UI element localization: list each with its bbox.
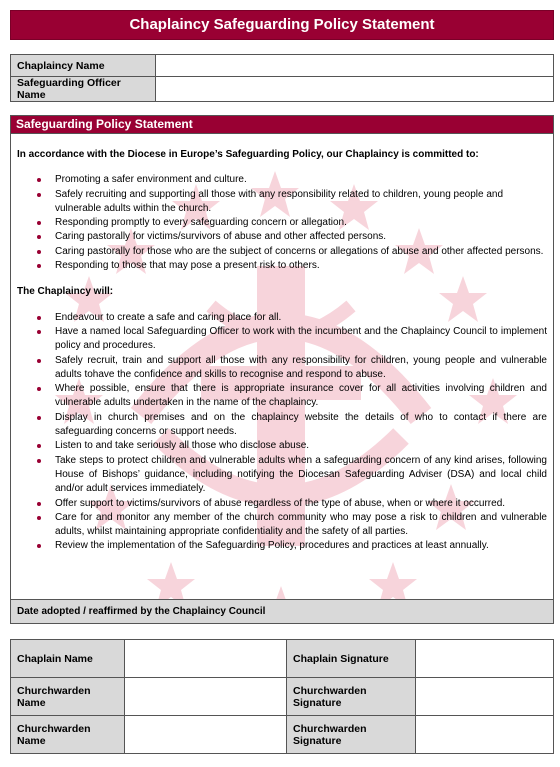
chaplaincy-name-row	[11, 55, 554, 77]
list-item: Care for and monitor any member of the church community who may pose a risk to children and vulnerable adults, whilst maintaining appropriate confidentiality and the safety of all parties.	[17, 511, 547, 540]
bullet-icon	[37, 235, 41, 239]
chaplaincy-will-list	[17, 311, 547, 554]
list-item: Promoting a safer environment and culture.	[17, 173, 547, 187]
list-item: Offer support to victims/survivors of abuse regardless of the type of abuse, when or where it occurred.	[17, 497, 547, 511]
table-row	[11, 716, 554, 754]
bullet-icon	[37, 502, 41, 506]
policy-statement-box	[10, 115, 554, 624]
churchwarden-name-field[interactable]	[125, 678, 287, 716]
commitments-list	[17, 173, 547, 273]
bullet-icon	[37, 359, 41, 363]
page-title: Chaplaincy Safeguarding Policy Statement	[10, 10, 554, 40]
list-item: Listen to and take seriously all those who disclose abuse.	[17, 439, 547, 453]
list-item: Safely recruit, train and support all those with any responsibility for children, young people and vulnerable adults tohave the confidence and skills to recognise and respond to abuse.	[17, 354, 547, 383]
bullet-icon	[37, 264, 41, 268]
list-item: Endeavour to create a safe and caring place for all.	[17, 311, 547, 325]
churchwarden-name-label: Churchwarden Name	[11, 678, 125, 716]
list-item: Responding to those that may pose a present risk to others.	[17, 259, 547, 273]
bullet-icon	[37, 250, 41, 254]
list-item: Responding promptly to every safeguarding concern or allegation.	[17, 216, 547, 230]
bullet-icon	[37, 516, 41, 520]
chaplain-name-label: Chaplain Name	[11, 640, 125, 678]
bullet-icon	[37, 178, 41, 182]
info-table	[10, 54, 554, 102]
safeguarding-officer-field[interactable]	[156, 77, 554, 102]
bullet-icon	[37, 416, 41, 420]
bullet-icon	[37, 330, 41, 334]
churchwarden-name-label: Churchwarden Name	[11, 716, 125, 754]
safeguarding-officer-row	[11, 77, 554, 102]
chaplaincy-name-field[interactable]	[156, 55, 554, 77]
bullet-icon	[37, 316, 41, 320]
churchwarden-signature-label: Churchwarden Signature	[287, 678, 416, 716]
list-item: Where possible, ensure that there is appropriate insurance cover for all activities involving children and vulnerable adults undertaken in the name of the chaplaincy.	[17, 382, 547, 411]
list-item: Take steps to protect children and vulnerable adults when a safeguarding concern of any kind arises, following House of Bishops’ guidance, including notifying the Diocesan Safeguarding Adviser (DSA) and local child and/or adult services immediately.	[17, 454, 547, 497]
bullet-icon	[37, 444, 41, 448]
policy-header: Safeguarding Policy Statement	[11, 116, 553, 134]
churchwarden-signature-field[interactable]	[416, 678, 554, 716]
bullet-icon	[37, 459, 41, 463]
list-item: Display in church premises and on the chaplaincy website the details of who to contact if there are safeguarding concerns or support needs.	[17, 411, 547, 440]
date-adopted-row[interactable]: Date adopted / reaffirmed by the Chaplaincy Council	[11, 599, 553, 623]
policy-body	[11, 134, 553, 554]
churchwarden-signature-field[interactable]	[416, 716, 554, 754]
table-row	[11, 678, 554, 716]
churchwarden-name-field[interactable]	[125, 716, 287, 754]
chaplain-signature-field[interactable]	[416, 640, 554, 678]
bullet-icon	[37, 544, 41, 548]
chaplaincy-name-label: Chaplaincy Name	[11, 55, 156, 77]
bullet-icon	[37, 387, 41, 391]
chaplaincy-will-heading: The Chaplaincy will:	[17, 286, 114, 298]
chaplain-name-field[interactable]	[125, 640, 287, 678]
list-item: Caring pastorally for victims/survivors of abuse and other affected persons.	[17, 230, 547, 244]
list-item: Review the implementation of the Safeguarding Policy, procedures and practices at least annually.	[17, 539, 547, 553]
chaplain-signature-label: Chaplain Signature	[287, 640, 416, 678]
bullet-icon	[37, 193, 41, 197]
intro-text: In accordance with the Diocese in Europe’s Safeguarding Policy, our Chaplaincy is committed to:	[17, 149, 479, 160]
list-item: Safely recruiting and supporting all those with any responsibility related to children, young people and vulnerable adults within the church.	[17, 188, 547, 217]
list-item: Caring pastorally for those who are the subject of concerns or allegations of abuse and other affected persons.	[17, 245, 547, 259]
list-item: Have a named local Safeguarding Officer to work with the incumbent and the Chaplaincy Council to implement policy and procedures.	[17, 325, 547, 354]
bullet-icon	[37, 221, 41, 225]
safeguarding-officer-label: Safeguarding Officer Name	[11, 77, 156, 102]
signature-table	[10, 639, 554, 754]
churchwarden-signature-label: Churchwarden Signature	[287, 716, 416, 754]
table-row	[11, 640, 554, 678]
